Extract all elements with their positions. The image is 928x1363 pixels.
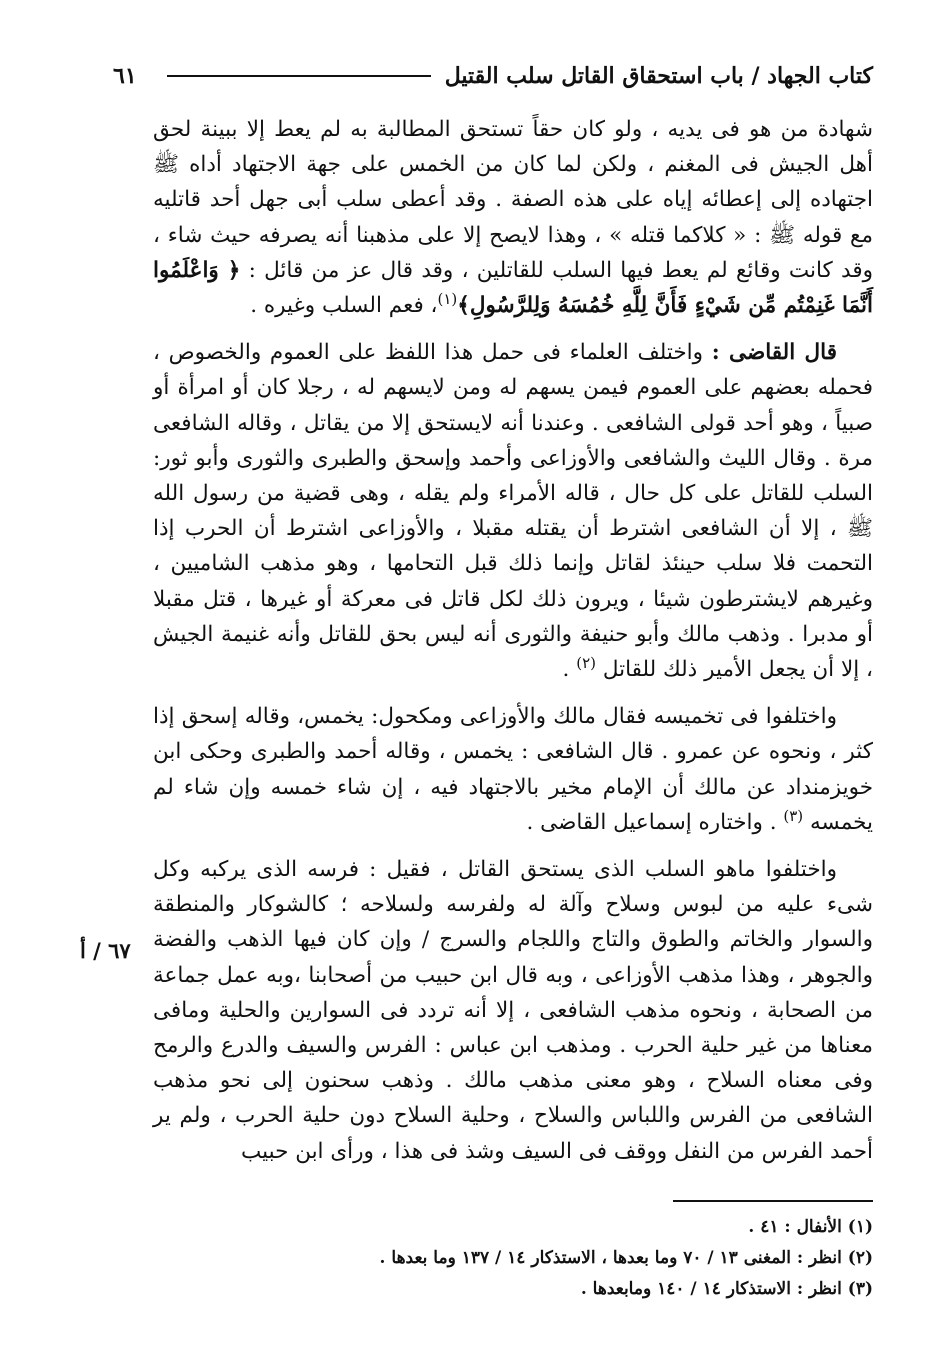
text-segment: واختلفوا فى تخميسه فقال مالك والأوزاعى ومكحول: يخمس، وقاله إسحق إذا كثر ، ونحوه عن عمرو . قال الشافعى : يخمس ، وقاله أحمد والطبرى وحكى ابن خويزمنداد عن مالك أن الإمام مخير بالاجتهاد فيه ، إن شاء خمسه وإن شاء لم يخمسه (153, 704, 873, 835)
footnote-ref: (٣) (783, 806, 804, 825)
page-number: ٦١ (113, 63, 137, 89)
footnote-ref: (٢) (576, 653, 596, 672)
paragraph (153, 852, 873, 1169)
text-segment: . واختاره إسماعيل القاضى . (526, 809, 784, 835)
footnote-separator (673, 1200, 873, 1202)
header-rule (167, 75, 431, 77)
header-title: كتاب الجهاد / باب استحقاق القاتل سلب القتيل (444, 63, 873, 89)
paragraph (153, 112, 873, 323)
text-segment: . (562, 657, 577, 683)
text-segment: ، فعم السلب وغيره . (250, 293, 438, 319)
paragraph (153, 335, 873, 687)
running-header (113, 58, 873, 94)
text-segment: واختلف العلماء فى حمل هذا اللفظ على العموم والخصوص ، فحمله بعضهم على العموم فيمن يسهم له ومن لايسهم له ، رجلا كان أو امرأة أو صبياً ، وهو أحد قولى الشافعى . وعندنا أنه لايستحق إلا من يقاتل ، وقاله الشافعى مرة . وقال الليث والشافعى والأوزاعى وأحمد وإسحق والطبرى والثورى وأبو ثور: السلب للقاتل على كل حال ، قاله الأمراء ولم يقله ، وهى قضية من رسول الله ﷺ ، إلا أن الشافعى اشترط أن يقتله مقبلا ، والأوزاعى اشترط أن الحرب إذا التحمت فلا سلب حينئذ لقاتل وإنما ذلك قبل التحامها ، وهو مذهب الشاميين ، وغيرهم لايشترطون شيئا ، ويرون ذلك لكل قاتل فى معركة أو غيرها ، قتل مقبلا أو مدبرا . وذهب مالك وأبو حنيفة والثورى أنه ليس بحق للقاتل وأنه غنيمة الجيش ، إلا أن يجعل الأمير ذلك للقاتل (153, 340, 873, 683)
text-segment: واختلفوا ماهو السلب الذى يستحق القاتل ، فقيل : فرسه الذى يركبه وكل شىء عليه من لبوس وسلاح وآلة له ولفرسه ولسلاحه ؛ كالشوكار والمنطقة والسوار والخاتم والطوق والتاج واللجام والسرج / وإن كان فيها الذهب والفضة والجوهر ، وهذا مذهب الأوزاعى ، وبه قال ابن حبيب من أصحابنا ،وبه عمل جماعة من الصحابة ، ونحوه مذهب الشافعى ، إلا أنه تردد فى السوارين والحلية ومافى معناها من غير حلية الحرب . ومذهب ابن عباس : الفرس والسيف والدرع والرمح وفى معناه السلاح ، وهو معنى مذهب مالك . وذهب سحنون إلى نحو مذهب الشافعى من الفرس واللباس والسلاح ، وحلية السلاح دون حلية الحرب ، ولم ير أحمد الفرس من النفل ووقف فى السيف وشذ فى هذا ، ورأى ابن حبيب (153, 857, 873, 1164)
footnote-ref: (١) (437, 289, 458, 308)
footnote: (٣) انظر : الاستذكار ١٤ / ١٤٠ ومابعدها . (580, 1279, 873, 1299)
paragraph-lead: قال القاضى : (711, 340, 837, 366)
main-text (153, 112, 873, 1181)
quran-quote: ﴿ وَاعْلَمُوا أَنَّمَا غَنِمْتُم مِّن شَيْءٍ فَأَنَّ لِلَّهِ خُمُسَهُ وَلِلرَّسُولِ﴾ (153, 257, 873, 319)
footnote: (٢) انظر : المغنى ١٣ / ٧٠ وما بعدها ، الاستذكار ١٤ / ١٣٧ وما بعدها . (379, 1248, 873, 1268)
footnotes (153, 1212, 873, 1305)
footnote: (١) الأنفال : ٤١ . (748, 1217, 873, 1237)
text-segment: شهادة من هو فى يديه ، ولو كان حقاً تستحق المطالبة به لم يعط إلا ببينة لحق أهل الجيش فى المغنم ، ولكن لما كان من الخمس على جهة الاجتهاد أداه ﷺ اجتهاده إلى إعطائه إياه على هذه الصفة . وقد أعطى سلب أبى جهل أحد قاتليه مع قوله ﷺ : « كلاكما قتله » ، وهذا لايصح إلا على مذهبنا أنه يصرفه حيث شاء ، وقد كانت وقائع لم يعط فيها السلب للقاتلين ، وقد قال عز من قائل : (153, 117, 873, 283)
paragraph (153, 699, 873, 840)
margin-folio-note: ٦٧ / أ (80, 938, 131, 963)
